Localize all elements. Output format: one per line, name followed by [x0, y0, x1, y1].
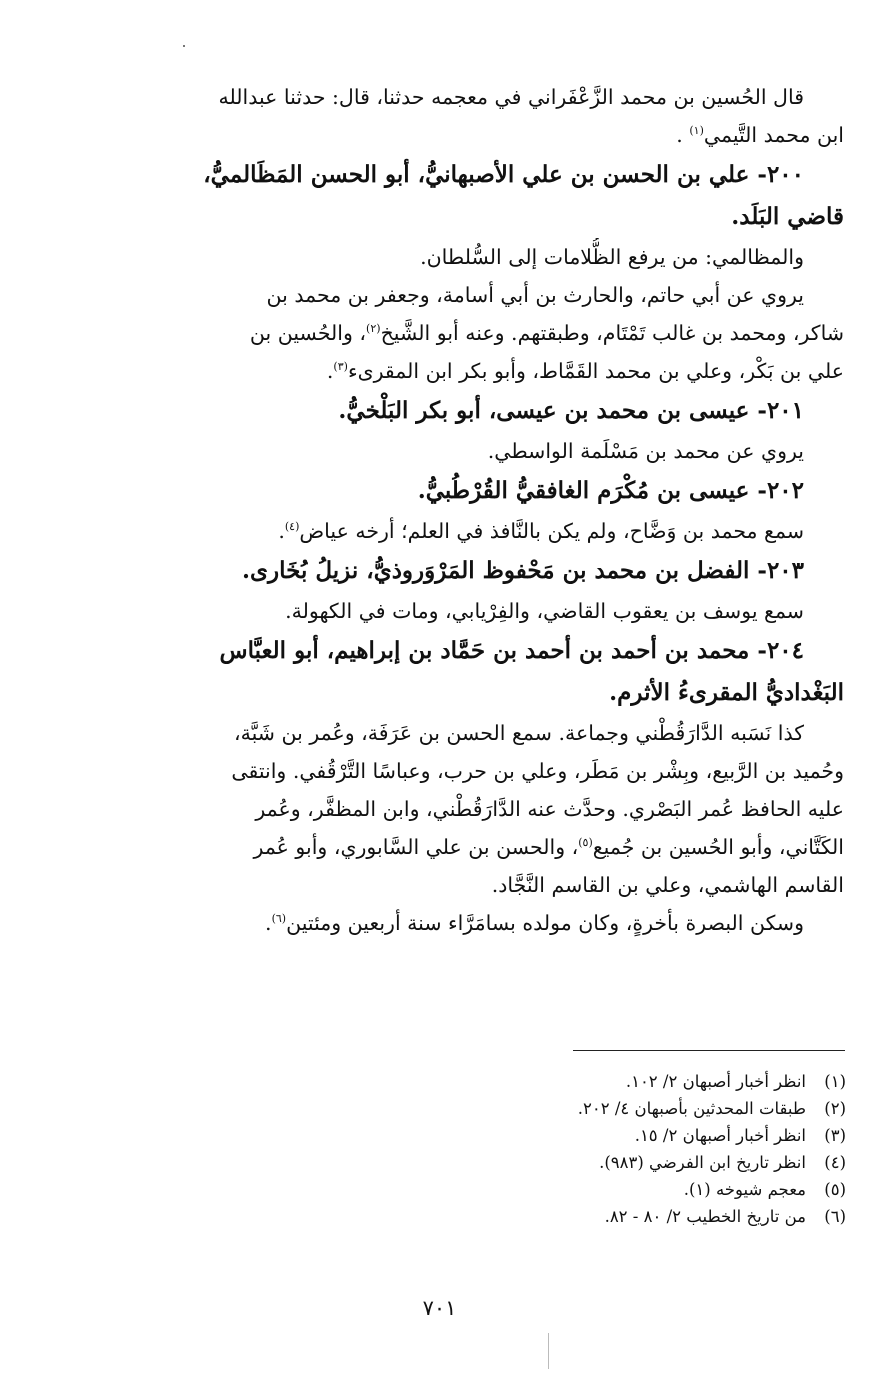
text-span: يروي عن أبي حاتم، والحارث بن أبي أسامة، وجعفر بن محمد بن [266, 283, 804, 307]
footnote-separator [573, 1050, 845, 1051]
footnote-number: (٤) [824, 1153, 846, 1172]
footnote-mark: (٢) [366, 322, 381, 336]
text-span: سمع يوسف بن يعقوب القاضي، والفِرْيابي، ومات في الكهولة. [285, 599, 804, 623]
footnote-text: انظر أخبار أصبهان ٢/ ١٠٢. [625, 1072, 806, 1091]
text-span: الكَتَّاني، وأبو الحُسين بن جُميع [592, 835, 844, 859]
footnote-number: (٥) [824, 1180, 846, 1199]
text-line [100, 78, 844, 116]
footnote-mark: (٤) [284, 520, 300, 534]
footnote-mark: (٥) [578, 836, 593, 850]
footnote [102, 1149, 846, 1176]
main-text [100, 78, 844, 942]
text-span: القاسم الهاشمي، وعلي بن القاسم النَّجَّاد. [491, 873, 844, 897]
footnotes [102, 1068, 846, 1230]
text-span: يروي عن محمد بن مَسْلَمة الواسطي. [487, 439, 804, 463]
entry-204-heading-cont [100, 672, 844, 714]
footnote-text: انظر أخبار أصبهان ٢/ ١٥. [634, 1126, 806, 1145]
entry-title: ٢٠٣- الفضل بن محمد بن مَحْفوظ المَرْوَروذيُّ، نزيلُ بُخَارى. [241, 557, 804, 584]
footnote-text: من تاريخ الخطيب ٢/ ٨٠ - ٨٢. [604, 1207, 806, 1226]
text-line [100, 790, 844, 828]
text-span: ابن محمد التَّيمي [703, 123, 844, 147]
text-span: والمظالمي: من يرفع الظُّلامات إلى السُّلطان. [420, 245, 804, 269]
scan-speck-bottom [548, 1333, 549, 1369]
footnote-number: (١) [824, 1072, 846, 1091]
text-span: ، والحُسين بن [249, 321, 367, 345]
text-span: شاكر، ومحمد بن غالب تَمْتَام، وطبقتهم. وعنه أبو الشَّيخ [380, 321, 844, 345]
footnote [102, 1176, 846, 1203]
text-line [100, 866, 844, 904]
footnote [102, 1068, 846, 1095]
footnote [102, 1122, 846, 1149]
text-line [100, 314, 844, 352]
entry-title: ٢٠٠- علي بن الحسن بن علي الأصبهانيُّ، أبو الحسن المَظَالميُّ، [203, 161, 804, 188]
text-span: عليه الحافظ عُمر البَصْري. وحدَّث عنه الدَّارَقُطْني، وابن المظفَّر، وعُمر [255, 797, 844, 821]
entry-202-heading [100, 470, 844, 512]
text-span: علي بن بَكْر، وعلي بن محمد القَمَّاط، وأبو بكر ابن المقرىء [347, 359, 844, 383]
text-span: . [265, 911, 272, 935]
text-line [100, 904, 844, 942]
page-number: ٧٠١ [422, 1296, 457, 1320]
text-line [100, 512, 844, 550]
entry-title: ٢٠٢- عيسى بن مُكْرَم الغافقيُّ القُرْطُبيُّ. [417, 477, 804, 504]
footnote [102, 1203, 846, 1230]
text-line [100, 714, 844, 752]
text-line [100, 352, 844, 390]
scan-speck-top [183, 45, 185, 47]
text-span: . [326, 359, 334, 383]
text-line [100, 238, 844, 276]
text-line [100, 432, 844, 470]
text-line [100, 116, 844, 154]
text-line [100, 752, 844, 790]
text-span: كذا نَسَبه الدَّارَقُطْني وجماعة. سمع الحسن بن عَرَفَة، وعُمر بن شَبَّة، [234, 721, 804, 745]
text-span: ، والحسن بن علي السَّابوري، وأبو عُمر [253, 835, 579, 859]
footnote-text: طبقات المحدثين بأصبهان ٤/ ٢٠٢. [577, 1099, 806, 1118]
entry-200-heading-cont [100, 196, 844, 238]
footnote-number: (٢) [824, 1099, 846, 1118]
text-line [100, 592, 844, 630]
text-span: وسكن البصرة بأخرةٍ، وكان مولده بسامَرَّاء سنة أربعين ومئتين [286, 911, 804, 935]
entry-title: ٢٠١- عيسى بن محمد بن عيسى، أبو بكر البَلْخيُّ. [338, 397, 804, 424]
footnote-mark: (٦) [271, 912, 287, 926]
entry-title: ٢٠٤- محمد بن أحمد بن أحمد بن حَمَّاد بن إبراهيم، أبو العبَّاس [219, 637, 804, 664]
footnote-number: (٣) [824, 1126, 846, 1145]
footnote-number: (٦) [824, 1207, 846, 1226]
entry-title: البَغْداديُّ المقرىءُ الأثرم. [609, 679, 844, 706]
text-span: سمع محمد بن وَضَّاح، ولم يكن بالنَّافذ في العلم؛ أرخه عياض [299, 519, 804, 543]
entry-title: قاضي البَلَد. [731, 203, 844, 230]
entry-203-heading [100, 550, 844, 592]
footnote-mark: (٣) [333, 360, 348, 374]
text-span: وحُميد بن الرَّبيع، وبِشْر بن مَطَر، وعلي بن حرب، وعباسًا التَّرْقُفي. وانتقى [231, 759, 844, 783]
text-line [100, 828, 844, 866]
entry-201-heading [100, 390, 844, 432]
footnote-mark: (١) [689, 124, 704, 138]
text-line [100, 276, 844, 314]
text-span: قال الحُسين بن محمد الزَّعْفَراني في معجمه حدثنا، قال: حدثنا عبدالله [218, 85, 804, 109]
text-span: . [278, 519, 285, 543]
entry-200-heading [100, 154, 844, 196]
text-span: . [676, 123, 683, 147]
footnote-text: معجم شيوخه (١). [683, 1180, 806, 1199]
footnote [102, 1095, 846, 1122]
footnote-text: انظر تاريخ ابن الفرضي (٩٨٣). [599, 1153, 806, 1172]
entry-204-heading [100, 630, 844, 672]
